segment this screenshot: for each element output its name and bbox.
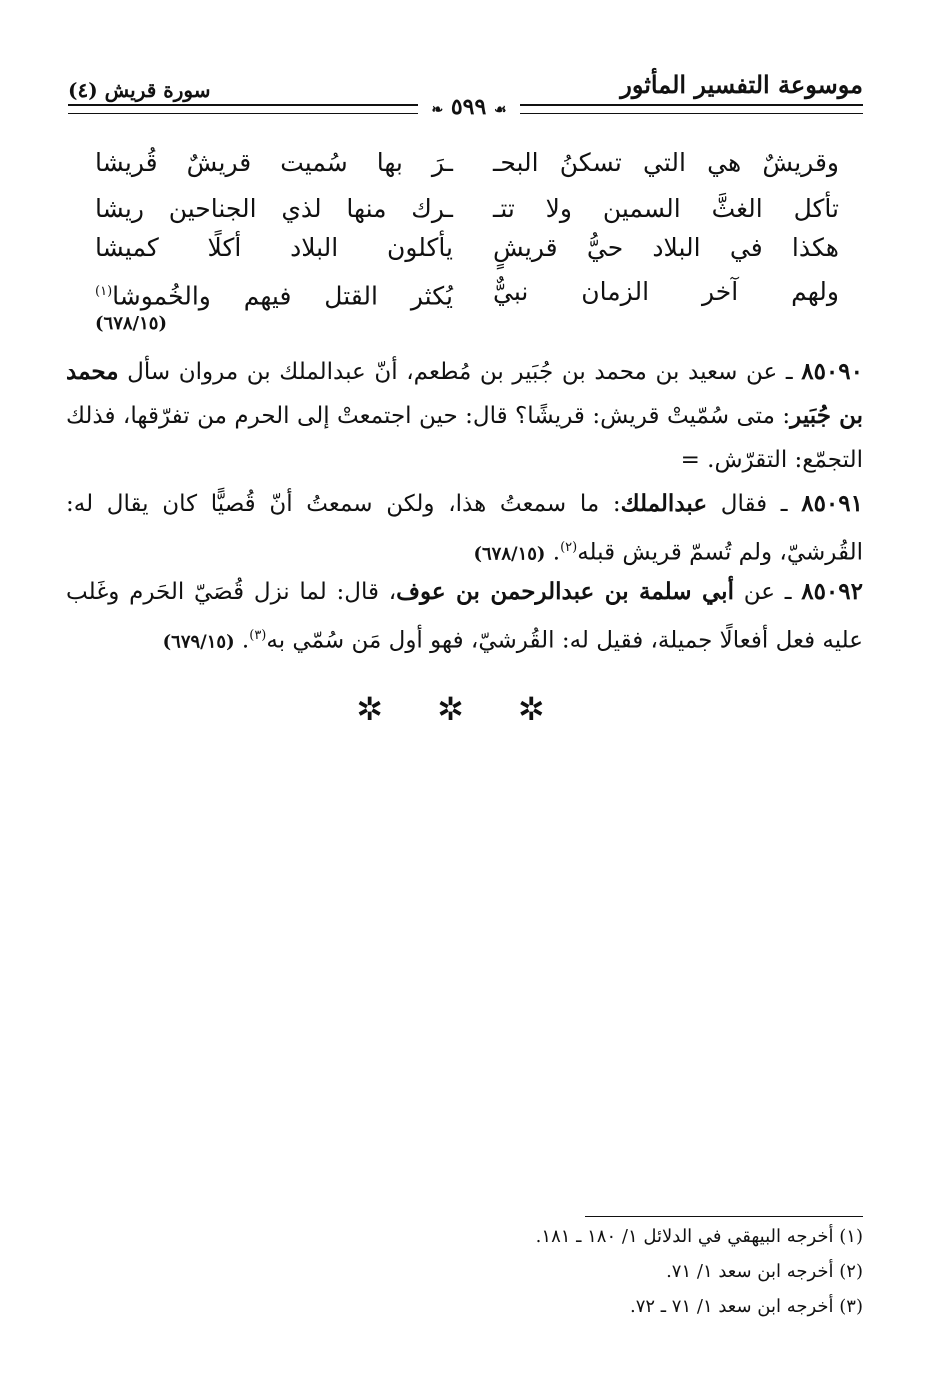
star-ornament-icon: ✲ [356, 690, 414, 728]
narration-text: ـ فقال [707, 491, 802, 517]
narration-text: : متى سُمّيتْ قريش: قريشًا؟ قال: حين اجتمعتْ إلى الحرم من تفرّقها، فذلك التجمّع: التقرّش. = [66, 403, 863, 473]
poem-verse-right: هكذا في البلاد حيُّ قريشٍ [493, 233, 839, 262]
page-number-value: ٥٩٩ [450, 94, 487, 120]
poem-verse-right: ولهم آخر الزمان نبيٌّ [493, 277, 839, 306]
poem-verse-left: يأكلون البلاد أكلًا كميشا [95, 233, 453, 262]
narration-85091: ٨٥٠٩١ ـ فقال عبدالملك: ما سمعتُ هذا، ولكن سمعتُ أنّ قُصيًّا كان يقال له: القُرشيّ، ولم تُسمّ قريش قبله$^{(٢)}$. (٦٧٨/١٥) [66, 490, 863, 566]
narration-text: ـ عن [733, 579, 802, 605]
narration-number: ٨٥٠٩٢ [801, 578, 863, 605]
footnote-rule [585, 1216, 863, 1217]
footnote-marker: (١) [95, 284, 113, 299]
poem-verse-right: تأكل الغثَّ السمين ولا تتـ [493, 194, 839, 223]
narration-number: ٨٥٠٩٠ [801, 358, 863, 385]
poem-verse-left: ـرك منها لذي الجناحين ريشا [95, 194, 453, 223]
poem-verse-right: وقريشٌ هي التي تسكنُ البحـ [493, 148, 839, 177]
ornament-icon: ☙ [493, 102, 507, 118]
footnote-marker: (٢) [560, 540, 578, 555]
header-rule-left [68, 104, 418, 114]
narration-text: ـ عن سعيد بن محمد بن جُبَير بن مُطعم، أنّ عبدالملك بن مروان سأل [118, 359, 802, 385]
header-rule-right [520, 104, 863, 114]
narration-number: ٨٥٠٩١ [801, 490, 863, 517]
footnote-3: (٣) أخرجه ابن سعد ١/ ٧١ ـ ٧٢. [630, 1296, 863, 1317]
poem-reference: (٦٧٨/١٥) [95, 313, 167, 334]
poem-verse-text: يُكثر القتل فيهم والخُموشا [112, 281, 453, 311]
footnote-2: (٢) أخرجه ابن سعد ١/ ٧١. [666, 1261, 863, 1282]
book-title: موسوعة التفسير المأثور [620, 70, 863, 99]
star-ornament-icon: ✲ [437, 690, 494, 728]
ornament-icon: ❧ [431, 102, 444, 118]
narration-text: : ما سمعتُ هذا، ولكن سمعتُ أنّ قُصيًّا كان يقال له: القُرشيّ، ولم تُسمّ قريش قبله [66, 491, 863, 566]
page-number [418, 94, 520, 120]
narrator-name: محمد بن جُبَير [66, 358, 863, 429]
footnote-marker: (٣) [249, 628, 267, 643]
footnote-1: (١) أخرجه البيهقي في الدلائل ١/ ١٨٠ ـ ١٨١. [535, 1226, 863, 1247]
narration-text: ، قال: لما نزل قُصَيّ الحَرم وغَلب عليه فعل أفعالًا جميلة، فقيل له: القُرشيّ، فهو أول مَن سُمّي به [66, 579, 863, 654]
narration-reference: (٦٧٩/١٥) [162, 631, 235, 653]
narration-85092: ٨٥٠٩٢ ـ عن أبي سلمة بن عبدالرحمن بن عوف، قال: لما نزل قُصَيّ الحَرم وغَلب عليه فعل أفعالًا جميلة، فقيل له: القُرشيّ، فهو أول مَن سُمّي به$^{(٣)}$. (٦٧٩/١٥) [66, 578, 863, 654]
narration-85090 [66, 350, 863, 482]
narration-reference: (٦٧٨/١٥) [473, 543, 546, 565]
surah-label: سورة قريش (٤) [68, 78, 211, 102]
section-separator [0, 690, 931, 728]
narrator-name: أبي سلمة بن عبدالرحمن بن عوف [396, 578, 734, 605]
star-ornament-icon: ✲ [517, 690, 575, 728]
poem-verse-left [95, 272, 453, 312]
narrator-name: عبدالملك [620, 490, 708, 517]
poem-verse-left: ـرَ بها سُميت قريشٌ قُريشا [95, 148, 453, 177]
